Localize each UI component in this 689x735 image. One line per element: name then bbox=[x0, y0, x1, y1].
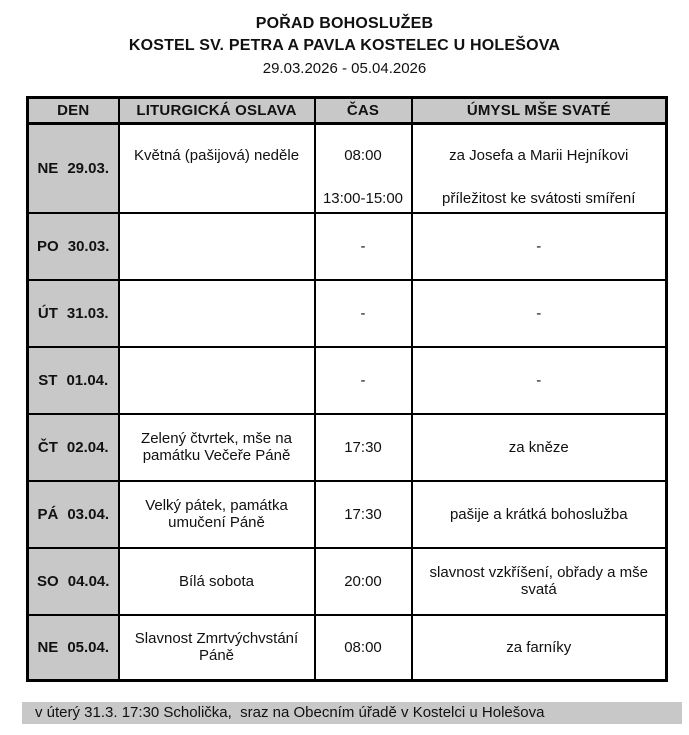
time-cell: 17:30 bbox=[315, 481, 412, 548]
celebration-cell bbox=[119, 213, 315, 280]
footer-announcement: v úterý 31.3. 17:30 Scholička, sraz na Obecním úřadě v Kostelci u Holešova bbox=[22, 702, 682, 724]
table-row bbox=[28, 280, 667, 347]
intention-cell: - bbox=[412, 213, 667, 280]
day-date: 30.03. bbox=[67, 237, 110, 255]
time-cell: - bbox=[315, 213, 412, 280]
time-cell: 17:30 bbox=[315, 414, 412, 481]
day-date: 29.03. bbox=[67, 159, 110, 177]
intention-text: za Josefa a Marii Hejníkovi bbox=[449, 147, 629, 164]
day-cell bbox=[28, 347, 119, 414]
day-cell bbox=[28, 124, 119, 213]
day-abbr: NE bbox=[37, 159, 59, 177]
column-header-intention: ÚMYSL MŠE SVATÉ bbox=[412, 98, 667, 124]
intention-text: příležitost ke svátosti smíření bbox=[442, 190, 636, 207]
table-row bbox=[28, 481, 667, 548]
table-header-row bbox=[28, 98, 667, 124]
church-name: KOSTEL SV. PETRA A PAVLA KOSTELEC U HOLEŠOVA bbox=[128, 37, 561, 54]
celebration-cell bbox=[119, 280, 315, 347]
column-header-celebration: LITURGICKÁ OSLAVA bbox=[119, 98, 315, 124]
column-header-time: ČAS bbox=[315, 98, 412, 124]
day-abbr: SO bbox=[37, 572, 59, 590]
celebration-cell: Zelený čtvrtek, mše na památku Večeře Páně bbox=[119, 414, 315, 481]
day-cell bbox=[28, 280, 119, 347]
table-row bbox=[28, 548, 667, 615]
day-cell bbox=[28, 615, 119, 681]
column-header-day: DEN bbox=[28, 98, 119, 124]
intention-cell: - bbox=[412, 347, 667, 414]
day-abbr: PO bbox=[37, 237, 59, 255]
time-cell: - bbox=[315, 280, 412, 347]
day-cell bbox=[28, 481, 119, 548]
table-row bbox=[28, 213, 667, 280]
intention-cell: za kněze bbox=[412, 414, 667, 481]
day-date: 04.04. bbox=[67, 572, 110, 590]
celebration-cell: Bílá sobota bbox=[119, 548, 315, 615]
service-schedule-table bbox=[26, 96, 668, 682]
time-cell bbox=[315, 124, 412, 213]
celebration-cell bbox=[119, 347, 315, 414]
day-abbr: ÚT bbox=[37, 304, 58, 322]
day-abbr: PÁ bbox=[37, 505, 59, 523]
day-abbr: ČT bbox=[37, 438, 58, 456]
day-date: 01.04. bbox=[66, 371, 109, 389]
date-range: 29.03.2026 - 05.04.2026 bbox=[262, 60, 427, 77]
time-cell: - bbox=[315, 347, 412, 414]
day-cell bbox=[28, 548, 119, 615]
time-cell: 20:00 bbox=[315, 548, 412, 615]
intention-cell bbox=[412, 124, 667, 213]
day-date: 31.03. bbox=[66, 304, 109, 322]
table-row bbox=[28, 414, 667, 481]
table-row bbox=[28, 124, 667, 213]
document-header bbox=[0, 0, 689, 79]
celebration-cell: Slavnost Zmrtvýchvstání Páně bbox=[119, 615, 315, 681]
day-date: 02.04. bbox=[66, 438, 109, 456]
day-abbr: NE bbox=[37, 638, 59, 656]
intention-cell: pašije a krátká bohoslužba bbox=[412, 481, 667, 548]
day-date: 05.04. bbox=[67, 638, 110, 656]
intention-cell: slavnost vzkříšení, obřady a mše svatá bbox=[412, 548, 667, 615]
page-title: POŘAD BOHOSLUŽEB bbox=[255, 15, 434, 32]
celebration-text: Květná (pašijová) neděle bbox=[133, 147, 300, 164]
celebration-cell: Velký pátek, památka umučení Páně bbox=[119, 481, 315, 548]
time-text: 08:00 bbox=[344, 147, 382, 164]
day-cell bbox=[28, 213, 119, 280]
intention-cell: za farníky bbox=[412, 615, 667, 681]
time-cell: 08:00 bbox=[315, 615, 412, 681]
time-text: 13:00-15:00 bbox=[322, 190, 404, 207]
table-row bbox=[28, 347, 667, 414]
table-row bbox=[28, 615, 667, 681]
day-abbr: ST bbox=[38, 371, 58, 389]
intention-cell: - bbox=[412, 280, 667, 347]
day-cell bbox=[28, 414, 119, 481]
celebration-cell bbox=[119, 124, 315, 213]
day-date: 03.04. bbox=[67, 505, 110, 523]
